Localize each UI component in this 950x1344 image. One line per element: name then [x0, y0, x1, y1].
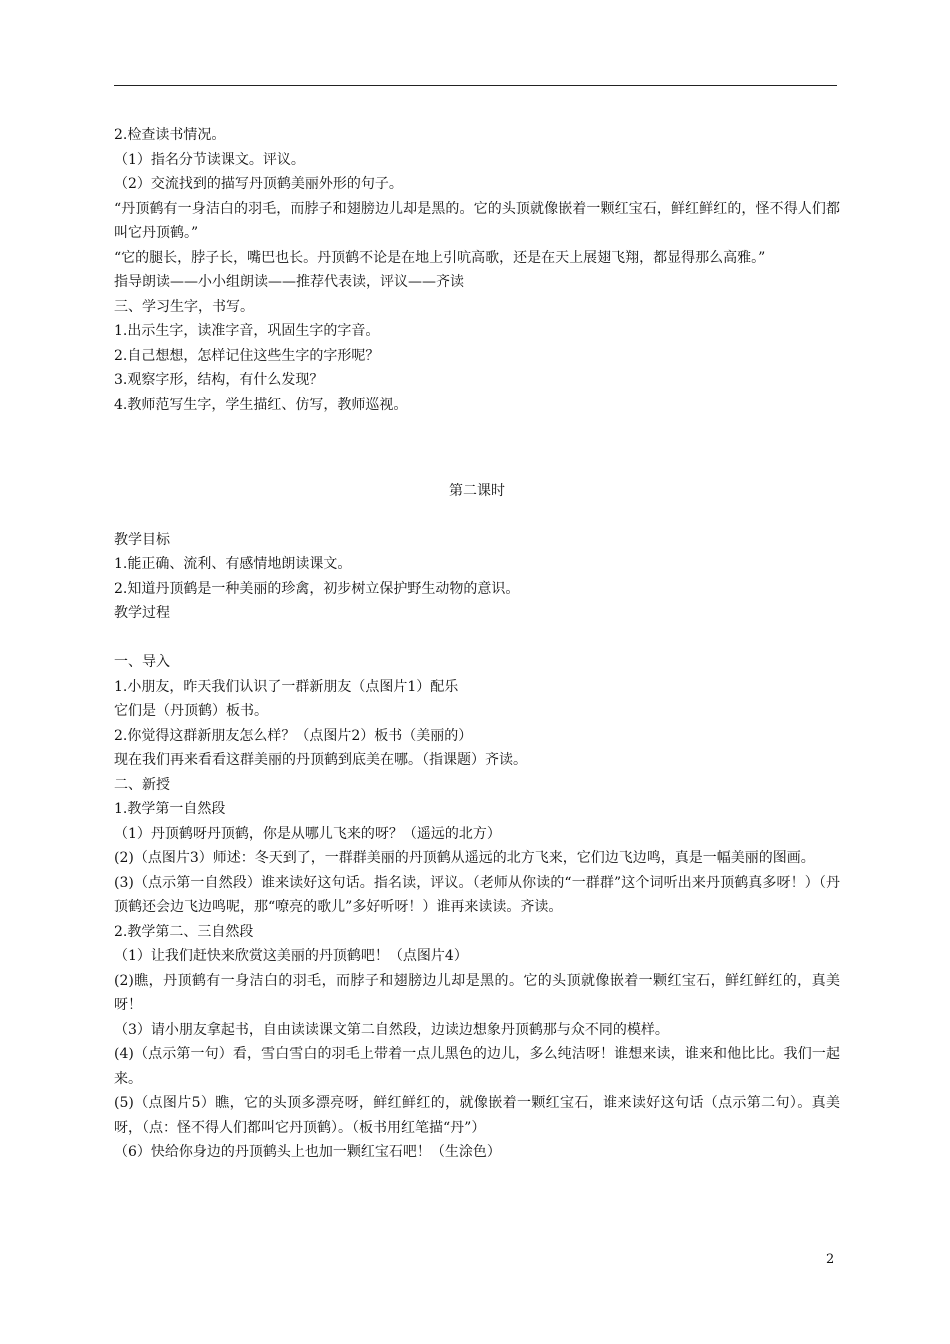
text-line: （2）交流找到的描写丹顶鹤美丽外形的句子。	[114, 176, 403, 192]
paragraph: (4)（点示第一句）看，雪白雪白的羽毛上带着一点儿黑色的边儿，多么纯洁呀！谁想来读，谁来和他比比。我们一起来。	[114, 1046, 840, 1087]
quoted-sentence: “丹顶鹤有一身洁白的羽毛，而脖子和翅膀边儿却是黑的。它的头顶就像嵌着一颗红宝石，鲜红鲜红的，怪不得人们都叫它丹顶鹤。”	[114, 200, 840, 241]
paragraph: (2)（点图片3）师述：冬天到了，一群群美丽的丹顶鹤从遥远的北方飞来，它们边飞边鸣，真是一幅美丽的图画。	[114, 850, 815, 866]
text-line: 现在我们再来看看这群美丽的丹顶鹤到底美在哪。（指课题）齐读。	[114, 752, 527, 768]
text-line: 1.出示生字，读准字音，巩固生字的字音。	[114, 323, 380, 339]
section-heading: 三、学习生字，书写。	[114, 298, 254, 315]
paragraph: (3)（点示第一自然段）谁来读好这句话。指名读，评议。（老师从你读的“一群群”这个词听出来丹顶鹤真多呀！）（丹顶鹤还会边飞边鸣呢，那“嘹亮的歌儿”多好听呀！）谁再来读读。齐读。	[114, 874, 840, 915]
section-title: 第二课时	[449, 482, 505, 499]
text-line: 2.教学第二、三自然段	[114, 923, 254, 940]
text-line: （1）让我们赶快来欣赏这美丽的丹顶鹤吧！（点图片4）	[114, 948, 468, 964]
text-line: 指导朗读——小小组朗读——推荐代表读，评议——齐读	[114, 274, 464, 290]
spacer	[114, 417, 840, 442]
text-line: （1）丹顶鹤呀丹顶鹤，你是从哪儿飞来的呀？（遥远的北方）	[114, 825, 501, 842]
text-line: 3.观察字形，结构，有什么发现？	[114, 372, 324, 388]
spacer	[114, 442, 840, 479]
text-line: 2.你觉得这群新朋友怎么样？（点图片2）板书（美丽的）	[114, 727, 473, 744]
text-line: 2.检查读书情况。	[114, 127, 226, 143]
text-line: （3）请小朋友拿起书，自由读读课文第二自然段，边读边想象丹顶鹤那与众不同的模样。	[114, 1021, 669, 1038]
page-number: 2	[826, 1252, 835, 1267]
spacer	[114, 626, 840, 651]
spacer	[114, 503, 840, 528]
paragraph: (5)（点图片5）瞧，它的头顶多漂亮呀，鲜红鲜红的，就像嵌着一颗红宝石，谁来读好这句话（点示第二句）。真美呀，（点：怪不得人们都叫它丹顶鹤）。（板书用红笔描“丹”）	[114, 1095, 840, 1136]
section-heading: 一、导入	[114, 654, 170, 670]
text-line: （6）快给你身边的丹顶鹤头上也加一颗红宝石吧！（生涂色）	[114, 1144, 501, 1160]
quoted-sentence: “它的腿长，脖子长，嘴巴也长。丹顶鹤不论是在地上引吭高歌，还是在天上展翅飞翔，都显得那么高雅。”	[114, 249, 766, 266]
header-rule	[114, 85, 837, 86]
body-text	[114, 123, 840, 1165]
paragraph: (2)瞧，丹顶鹤有一身洁白的羽毛，而脖子和翅膀边儿却是黑的。它的头顶就像嵌着一颗红宝石，鲜红鲜红的，真美呀！	[114, 972, 840, 1013]
text-line: 2.自己想想，怎样记住这些生字的字形呢？	[114, 347, 380, 364]
text-line: 它们是（丹顶鹤）板书。	[114, 703, 268, 719]
text-line: （1）指名分节读课文。评议。	[114, 151, 305, 168]
text-line: 4.教师范写生字，学生描红、仿写，教师巡视。	[114, 396, 408, 413]
section-heading: 教学目标	[114, 531, 170, 548]
text-line: 1.教学第一自然段	[114, 801, 226, 817]
text-line: 1.能正确、流利、有感情地朗读课文。	[114, 556, 352, 572]
section-heading: 二、新授	[114, 776, 170, 793]
section-heading: 教学过程	[114, 605, 170, 621]
text-line: 1.小朋友，昨天我们认识了一群新朋友（点图片1）配乐	[114, 678, 459, 695]
text-line: 2.知道丹顶鹤是一种美丽的珍禽，初步树立保护野生动物的意识。	[114, 580, 520, 597]
